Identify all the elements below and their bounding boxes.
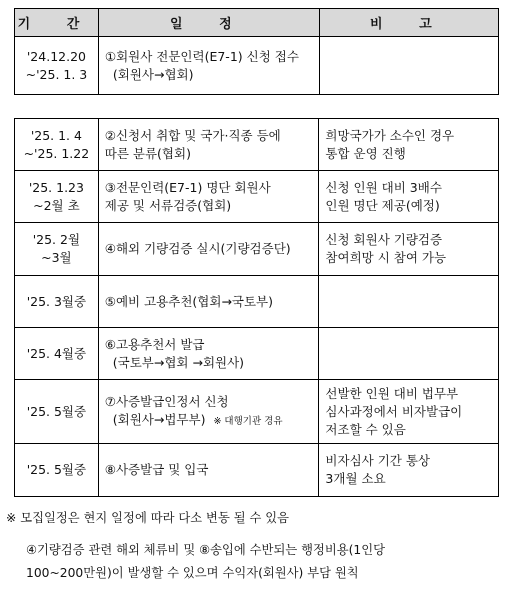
- schedule-table-main: [14, 118, 499, 497]
- schedule-cell: ③전문인력(E7-1) 명단 회원사 제공 및 서류검증(협회): [98, 171, 319, 223]
- header-row: [15, 9, 499, 37]
- schedule-cell: ②신청서 취합 및 국가·직종 등에 따른 분류(협회): [98, 119, 319, 171]
- period-cell: '25. 5월중: [15, 380, 99, 444]
- period-cell: '25. 2월 ~3월: [15, 223, 99, 276]
- period-cell: '25. 1.23 ~2월 초: [15, 171, 99, 223]
- remarks-cell: [319, 328, 499, 380]
- header-period: 기 간: [15, 9, 99, 37]
- remarks-cell: 선발한 인원 대비 법무부 심사과정에서 비자발급이 저조할 수 있음: [319, 380, 499, 444]
- schedule-cell: ①회원사 전문인력(E7-1) 신청 접수 (회원사→협회): [98, 37, 319, 95]
- table-row: [15, 328, 499, 380]
- remarks-cell: [319, 276, 499, 328]
- table-row: [15, 380, 499, 444]
- schedule-table-top: [14, 8, 499, 95]
- remarks-cell: 비자심사 기간 통상 3개월 소요: [319, 444, 499, 497]
- schedule-footnote: ※ 대행기관 경유: [213, 415, 283, 427]
- schedule-cell: ⑦사증발급인정서 신청 (회원사→법무부) ※ 대행기관 경유: [98, 380, 319, 444]
- header-schedule: 일 정: [98, 9, 319, 37]
- remarks-cell: 희망국가가 소수인 경우 통합 운영 진행: [319, 119, 499, 171]
- remarks-cell: [319, 37, 498, 95]
- note-cost-1: ④기량검증 관련 해외 체류비 및 ⑧송입에 수반되는 행정비용(1인당: [26, 543, 386, 557]
- period-cell: '25. 5월중: [15, 444, 99, 497]
- table-row: [15, 37, 499, 95]
- period-cell: '25. 1. 4 ~'25. 1.22: [15, 119, 99, 171]
- period-cell: '25. 3월중: [15, 276, 99, 328]
- table-row: [15, 223, 499, 276]
- schedule-cell: ⑧사증발급 및 입국: [98, 444, 319, 497]
- table-row: [15, 444, 499, 497]
- table-row: [15, 119, 499, 171]
- table-row: [15, 276, 499, 328]
- remarks-cell: 신청 회원사 기량검증 참여희망 시 참여 가능: [319, 223, 499, 276]
- note-schedule-change: ※ 모집일정은 현지 일정에 따라 다소 변동 될 수 있음: [6, 511, 290, 525]
- schedule-cell: ④해외 기량검증 실시(기량검증단): [98, 223, 319, 276]
- schedule-cell: ⑥고용추천서 발급 (국토부→협회 →회원사): [98, 328, 319, 380]
- period-cell: '24.12.20 ~'25. 1. 3: [15, 37, 99, 95]
- note-cost-2: 100~200만원)이 발생할 수 있으며 수익자(회원사) 부담 원칙: [26, 566, 359, 580]
- table-row: [15, 171, 499, 223]
- period-cell: '25. 4월중: [15, 328, 99, 380]
- header-remarks: 비 고: [319, 9, 498, 37]
- schedule-cell: ⑤예비 고용추천(협회→국토부): [98, 276, 319, 328]
- remarks-cell: 신청 인원 대비 3배수 인원 명단 제공(예정): [319, 171, 499, 223]
